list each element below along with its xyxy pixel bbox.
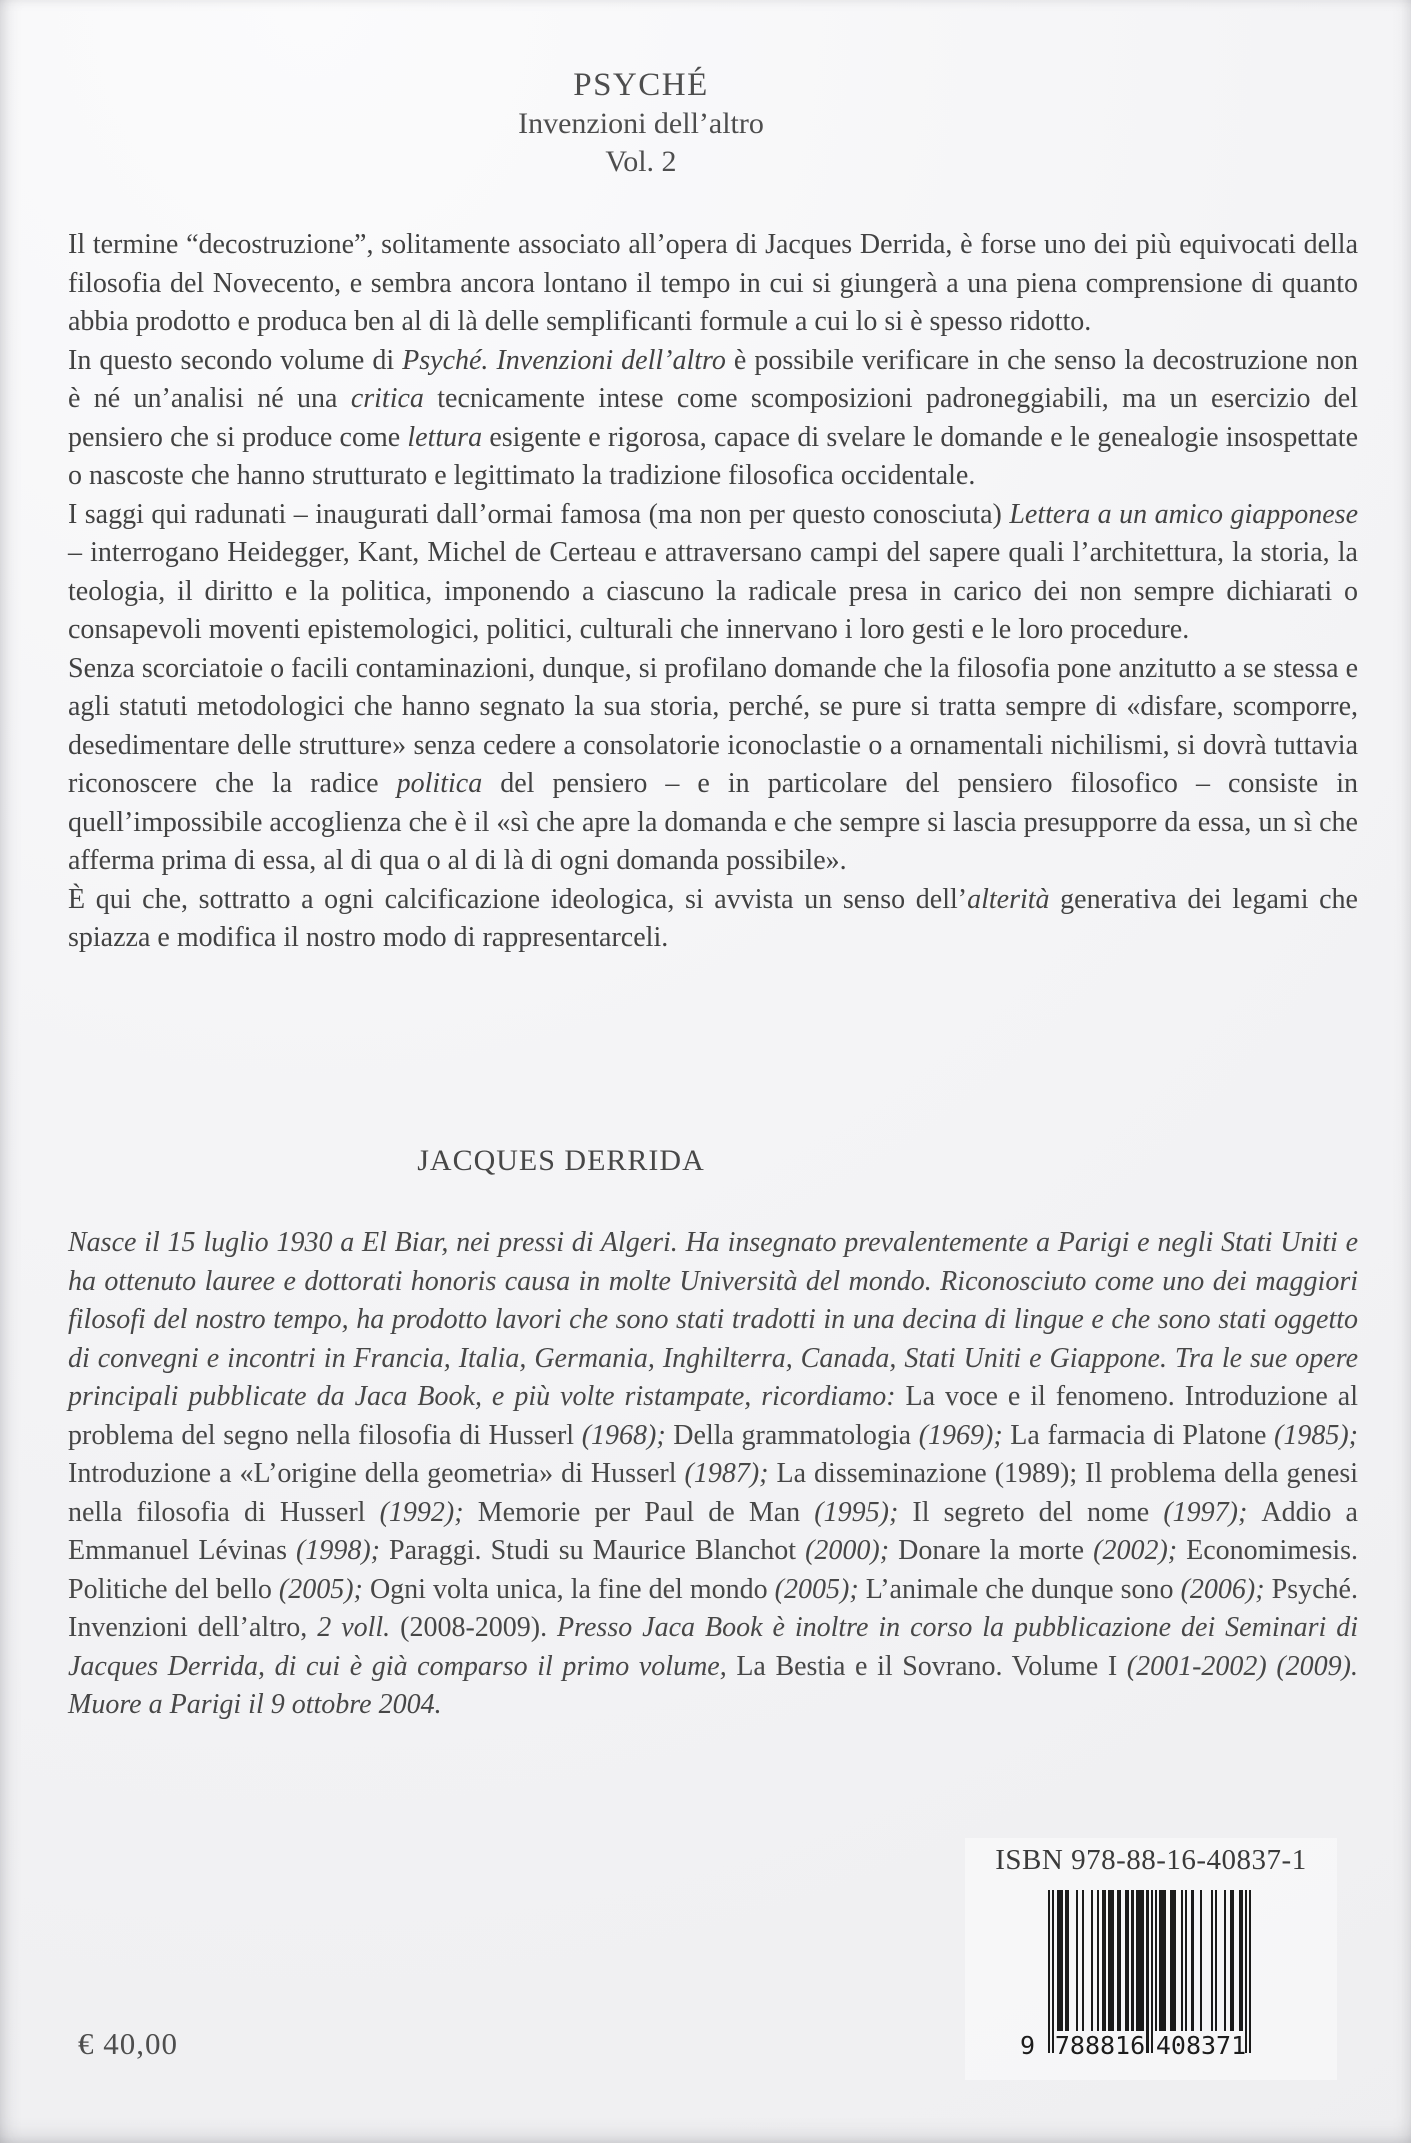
barcode-right-digits: 408371	[1155, 2031, 1247, 2060]
book-title: PSYCHÉ	[573, 67, 709, 103]
isbn-block	[965, 1838, 1337, 2080]
blurb-paragraph-2: In questo secondo volume di Psyché. Invenzioni dell’altro è possibile verificare in che senso la decostruzione non è né un’analisi né una critica tecnicamente intese come scomposizioni padroneggiabili, ma un esercizio del pensiero che si produce come lettura esigente e rigorosa, capace di svelare le domande e le genealogie insospettate o nascoste che hanno strutturato e legittimato la tradizione filosofica occidentale.	[68, 344, 1359, 491]
author-heading: JACQUES DERRIDA	[417, 1144, 705, 1177]
barcode-left-digits: 788816	[1054, 2031, 1146, 2060]
blurb-paragraph-5: È qui che, sottratto a ogni calcificazione ideologica, si avvista un senso dell’alterità generativa dei legami che spiazza e modifica il nostro modo di rappresentarceli.	[68, 883, 1358, 953]
author-biography	[68, 1224, 1358, 1725]
back-cover-blurb	[68, 226, 1358, 958]
ean13-barcode	[1020, 1890, 1254, 2075]
book-volume-number: Vol. 2	[605, 145, 677, 178]
book-subtitle: Invenzioni dell’altro	[518, 106, 764, 140]
barcode-lead-digit: 9	[1020, 2031, 1036, 2060]
price-label: € 40,00	[78, 2026, 178, 2061]
barcode-bars	[1048, 1890, 1254, 2053]
blurb-paragraph-4: Senza scorciatoie o facili contaminazioni, dunque, si profilano domande che la filosofia pone anzitutto a se stessa e agli statuti metodologici che hanno segnato la sua storia, perché, se pure si tratta sempre di «disfare, scomporre, desedimentare delle strutture» senza cedere a consolatorie iconoclastie o a ornamentali nichilismi, si dovrà tuttavia riconoscere che la radice politica del pensiero – e in particolare del pensiero filosofico – consiste in quell’impossibile accoglienza che è il «sì che apre la domanda e che sempre si lascia presupporre da essa, un sì che afferma prima di essa, al di qua o al di là di ogni domanda possibile».	[68, 652, 1359, 876]
bio-paragraph: Nasce il 15 luglio 1930 a El Biar, nei pressi di Algeri. Ha insegnato prevalentemente a Parigi e negli Stati Uniti e ha ottenuto lauree e dottorati honoris causa in molte Università del mondo. Riconosciuto come uno dei maggiori filosofi del nostro tempo, ha prodotto lavori che sono stati tradotti in una decina di lingue e che sono stati oggetto di convegni e incontri in Francia, Italia, Germania, Inghilterra, Canada, Stati Uniti e Giappone. Tra le sue opere principali pubblicate da Jaca Book, e più volte ristampate, ricordiamo: La voce e il fenomeno. Introduzione al problema del segno nella filosofia di Husserl (1968); Della grammatologia (1969); La farmacia di Platone (1985); Introduzione a «L’origine della geometria» di Husserl (1987); La disseminazione (1989); Il problema della genesi nella filosofia di Husserl (1992); Memorie per Paul de Man (1995); Il segreto del nome (1997); Addio a Emmanuel Lévinas (1998); Paraggi. Studi su Maurice Blanchot (2000); Donare la morte (2002); Economimesis. Politiche del bello (2005); Ogni volta unica, la fine del mondo (2005); L’animale che dunque sono (2006); Psyché. Invenzioni dell’altro, 2 voll. (2008-2009). Presso Jaca Book è inoltre in corso la pubblicazione dei Seminari di Jacques Derrida, di cui è già comparso il primo volume, La Bestia e il Sovrano. Volume I (2001-2002) (2009). Muore a Parigi il 9 ottobre 2004.	[68, 1227, 1359, 1720]
blurb-paragraph-3: I saggi qui radunati – inaugurati dall’ormai famosa (ma non per questo conosciuta) Lettera a un amico giapponese – interrogano Heidegger, Kant, Michel de Certeau e attraversano campi del sapere quali l’architettura, la storia, la teologia, il diritto e la politica, imponendo a ciascuno la radicale presa in carico dei non sempre dichiarati o consapevoli moventi epistemologici, politici, culturali che innervano i loro gesti e le loro procedure.	[68, 498, 1358, 645]
blurb-paragraph-1: Il termine “decostruzione”, solitamente associato all’opera di Jacques Derrida, è forse uno dei più equivocati della filosofia del Novecento, e sembra ancora lontano il tempo in cui si giungerà a una piena comprensione di quanto abbia prodotto e produca ben al di là delle semplificanti formule a cui lo si è spesso ridotto.	[68, 229, 1358, 337]
title-block	[0, 66, 1286, 182]
isbn-label: ISBN 978-88-16-40837-1	[995, 1844, 1307, 1876]
